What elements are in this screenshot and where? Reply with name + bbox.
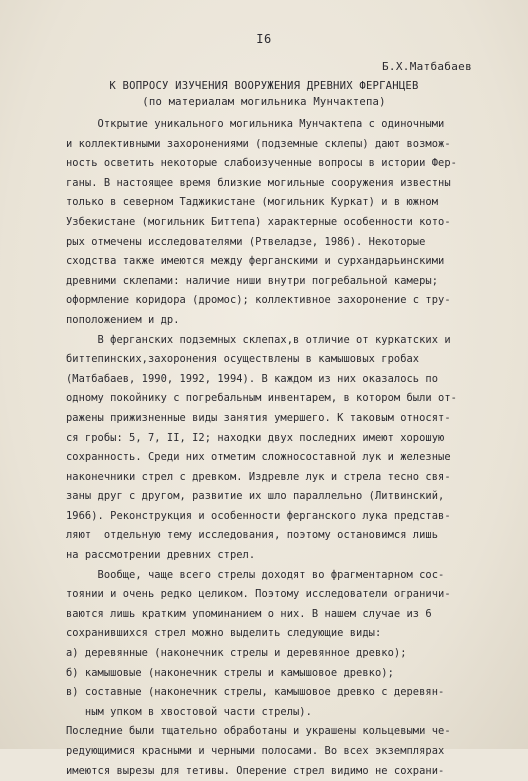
text-line: на рассмотрении древних стрел. (66, 549, 256, 562)
text-line: Узбекистане (могильник Биттепа) характерные особенности кото- (66, 215, 451, 228)
text-line: рых отмечены исследователями (Ртвеладзе, 1986). Некоторые (66, 235, 426, 248)
text-line: ваются лишь кратким упоминанием о них. В нашем случае из 6 (66, 607, 432, 620)
text-line: ганы. В настоящее время близкие могильные сооружения известны (66, 176, 451, 189)
text-line: тоянии и очень редко целиком. Поэтому исследователи ограничи- (66, 588, 451, 601)
text-line: одному покойнику с погребальным инвентарем, в котором были от- (66, 392, 457, 405)
text-line: (Матбабаев, 1990, 1992, 1994). В каждом из них оказалось по (66, 372, 439, 385)
text-line: сохранившихся стрел можно выделить следующие виды: (66, 627, 382, 640)
text-line: ность осветить некоторые слабоизученные вопросы в истории Фер- (66, 157, 457, 170)
text-line: и коллективными захоронениями (подземные склепы) дают возмож- (66, 137, 451, 150)
text-line: ляют отдельную тему исследования, поэтому остановимся лишь (66, 529, 439, 542)
author-name: Б.Х.Матбабаев (382, 60, 472, 73)
page-number: I6 (256, 32, 272, 46)
text-line: редующимися красными и черными полосами. Во всех экземплярах (66, 745, 445, 757)
text-line: ся гробы: 5, 7, II, I2; находки двух последних имеют хорошую (66, 431, 445, 444)
text-line: ным упком в хвостовой части стрелы). (66, 705, 312, 718)
text-line: Последние были тщательно обработаны и украшены кольцевыми че- (66, 725, 451, 738)
text-line: имеются вырезы для тетивы. Оперение стрел видимо не сохрани- (66, 764, 445, 777)
text-line: В ферганских подземных склепах,в отличие от куркатских и (66, 333, 451, 346)
article-title: К ВОПРОСУ ИЗУЧЕНИЯ ВООРУЖЕНИЯ ДРЕВНИХ ФЕРГАНЦЕВ (109, 80, 419, 92)
article-body (66, 115, 486, 781)
text-line: оформление коридора (дромос); коллективное захоронение с тру- (66, 294, 451, 307)
text-line: ражены прижизненные виды занятия умершего. К таковым относят- (66, 411, 451, 424)
text-line: б) камышовые (наконечник стрелы и камышовое древко); (66, 666, 394, 679)
text-line: поположением и др. (66, 313, 180, 326)
text-line: 1966). Реконструкция и особенности ферганского лука представ- (66, 509, 451, 522)
text-line: Вообще, чаще всего стрелы доходят во фрагментарном сос- (66, 568, 445, 581)
text-line: сходства также имеются между ферганскими и сурхандарьинскими (66, 255, 445, 268)
text-line: наконечники стрел с древком. Издревле лук и стрела тесно свя- (66, 470, 451, 483)
text-line: древними склепами: наличие ниши внутри погребальной камеры; (66, 274, 439, 287)
text-line: только в северном Таджикистане (могильник Куркат) и в южном (66, 196, 439, 209)
text-line: сохранность. Среди них отметим сложносоставной лук и железные (66, 451, 451, 464)
text-line: биттепинских,захоронения осуществлены в камышовых гробах (66, 353, 420, 366)
text-line: а) деревянные (наконечник стрелы и деревянное древко); (66, 647, 407, 660)
article-subtitle: (по материалам могильника Мунчактепа) (142, 96, 386, 108)
text-line: в) составные (наконечник стрелы, камышовое древко с деревян- (66, 686, 445, 699)
text-line: заны друг с другом, развитие их шло параллельно (Литвинский, (66, 490, 445, 503)
text-line: Открытие уникального могильника Мунчактепа с одиночными (66, 118, 445, 130)
